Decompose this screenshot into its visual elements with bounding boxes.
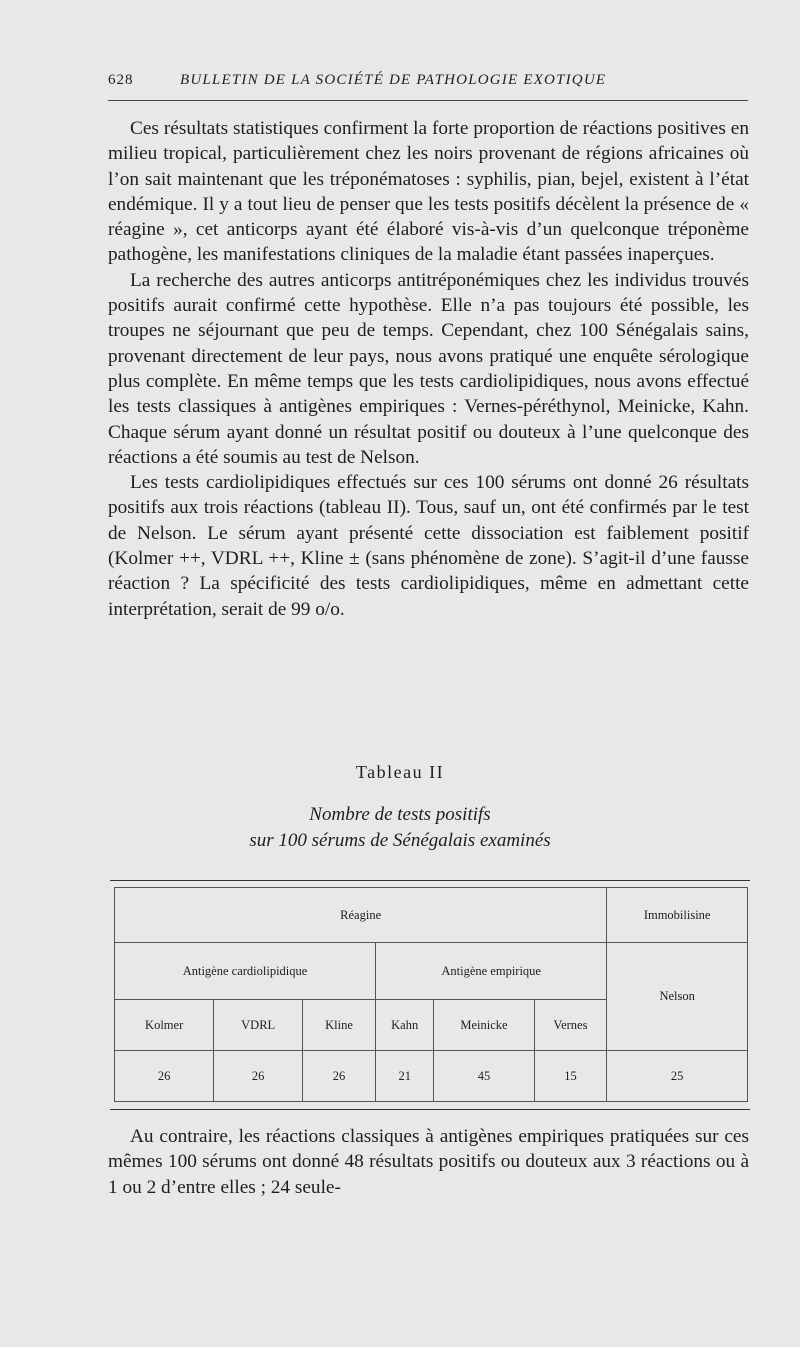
page-number: 628 — [108, 72, 134, 88]
header-reagine: Réagine — [115, 888, 607, 943]
col-kahn: Kahn — [376, 1000, 434, 1051]
col-kolmer: Kolmer — [115, 1000, 214, 1051]
paragraph-1: Ces résultats statistiques confirment la forte proportion de réactions positives en milieu tropical, particulièrement chez les noirs provenant de régions africaines où l’on sait maintenant que les tréponématoses : syphilis, pian, bejel, existent à l’état endémique. Il y a tout lieu de penser que les tests positifs décèlent la présence de « réagine », cet anticorps ayant été élaboré vis-à-vis d’un quelconque tréponème pathogène, les manifestations cliniques de la maladie étant passées inaperçues. — [108, 118, 749, 266]
value-kline: 26 — [303, 1051, 376, 1102]
table-caption — [0, 802, 800, 854]
table-label: Tableau II — [355, 762, 445, 782]
header-nelson: Nelson — [607, 943, 748, 1051]
table-caption-line-2: sur 100 sérums de Sénégalais examinés — [249, 830, 551, 851]
col-meinicke: Meinicke — [434, 1000, 534, 1051]
value-kolmer: 26 — [115, 1051, 214, 1102]
paragraph-2: La recherche des autres anticorps antitréponémiques chez les individus trouvés positifs aurait confirmé cette hypothèse. Elle n’a pas toujours été possible, les troupes ne séjournant que peu de temps. Cependant, chez 100 Sénégalais sains, provenant directement de leur pays, nous avons pratiqué une enquête sérologique plus complète. En même temps que les tests cardiolipidiques, nous avons effectué les tests classiques à antigènes empiriques : Vernes-péréthynol, Meinicke, Kahn. Chaque sérum ayant donné un résultat positif ou douteux à l’une quelconque des réactions a été soumis au test de Nelson. — [108, 269, 749, 468]
header-immobilisine: Immobilisine — [607, 888, 748, 943]
table-frame — [110, 880, 750, 1110]
header-antigene-cardiolipidique: Antigène cardiolipidique — [115, 943, 376, 1000]
table-caption-line-1: Nombre de tests positifs — [309, 804, 491, 825]
table-row — [115, 1051, 748, 1102]
header-rule — [108, 100, 748, 101]
col-vdrl: VDRL — [214, 1000, 303, 1051]
value-vernes: 15 — [534, 1051, 607, 1102]
col-vernes: Vernes — [534, 1000, 607, 1051]
journal-title: BULLETIN DE LA SOCIÉTÉ DE PATHOLOGIE EXOTIQUE — [180, 72, 607, 88]
results-table — [114, 887, 748, 1102]
col-kline: Kline — [303, 1000, 376, 1051]
value-kahn: 21 — [376, 1051, 434, 1102]
body-text-top — [108, 116, 749, 622]
value-nelson: 25 — [607, 1051, 748, 1102]
value-vdrl: 26 — [214, 1051, 303, 1102]
value-meinicke: 45 — [434, 1051, 534, 1102]
paragraph-4: Au contraire, les réactions classiques à antigènes empiriques pratiquées sur ces mêmes 100 sérums ont donné 48 résultats positifs ou douteux aux 3 réactions ou à 1 ou 2 d’entre elles ; 24 seule- — [108, 1126, 749, 1198]
header-antigene-empirique: Antigène empirique — [376, 943, 607, 1000]
paragraph-3: Les tests cardiolipidiques effectués sur ces 100 sérums ont donné 26 résultats positifs aux trois réactions (tableau II). Tous, sauf un, ont été confirmés par le test de Nelson. Le sérum ayant présenté cette dissociation est faiblement positif (Kolmer ++, VDRL ++, Kline ± (sans phénomène de zone). S’agit-il d’une fausse réaction ? La spécificité des tests cardiolipidiques, même en admettant cette interprétation, serait de 99 o/o. — [108, 472, 749, 620]
body-text-bottom — [108, 1124, 749, 1200]
